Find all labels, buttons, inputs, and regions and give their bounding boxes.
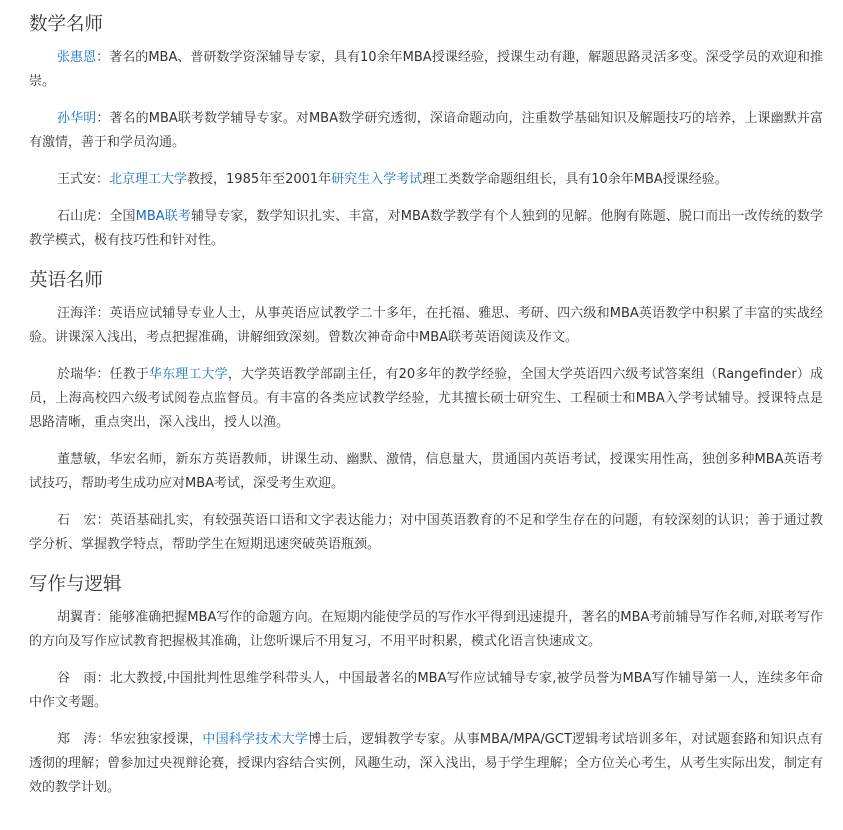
inline-link[interactable]: MBA联考 [135, 209, 192, 224]
paragraph-text: 於瑞华：任教于 [57, 367, 149, 382]
paragraph-text: 谷 雨：北大教授,中国批判性思维学科带头人，中国最著名的MBA写作应试辅导专家,被学员誉为MBA写作辅导第一人，连续多年命中作文考题。 [29, 671, 823, 710]
teacher-paragraph [29, 302, 823, 350]
paragraph-list [29, 46, 823, 253]
teacher-paragraph [29, 205, 823, 253]
paragraph-text: 教授，1985年至2001年 [187, 172, 332, 187]
teacher-paragraph [29, 46, 823, 94]
teacher-paragraph [29, 606, 823, 654]
paragraph-text: 汪海洋：英语应试辅导专业人士，从事英语应试教学二十多年，在托福、雅思、考研、四六级和MBA英语教学中积累了丰富的实战经验。讲课深入浅出，考点把握准确，讲解细致深刻。曾数次神奇命中MBA联考英语阅读及作文。 [29, 306, 823, 345]
paragraph-list [29, 606, 823, 800]
paragraph-text: 辅导专家，数学知识扎实、丰富，对MBA数学教学有个人独到的见解。他胸有陈题、脱口而出一改传统的数学教学模式，极有技巧性和针对性。 [29, 209, 823, 248]
paragraph-text: 郑 涛：华宏独家授课， [57, 732, 203, 747]
section-title: 数学名师 [29, 14, 104, 35]
inline-link[interactable]: 张惠恩 [57, 50, 97, 65]
teacher-paragraph [29, 168, 823, 192]
paragraph-text: 董慧敏，华宏名师，新东方英语教师，讲课生动、幽默、激情，信息量大，贯通国内英语考试，授课实用性高，独创多种MBA英语考试技巧，帮助考生成功应对MBA考试，深受考生欢迎。 [29, 452, 823, 491]
section-writing-logic [29, 570, 823, 800]
teacher-paragraph [29, 107, 823, 155]
teacher-paragraph [29, 667, 823, 715]
inline-link[interactable]: 华东理工大学 [148, 367, 228, 382]
paragraph-text: ：著名的MBA联考数学辅导专家。对MBA数学研究透彻，深谙命题动向，注重数学基础知识及解题技巧的培养，上课幽默并富有激情，善于和学员沟通。 [29, 111, 823, 150]
paragraph-text: 理工类数学命题组组长，具有10余年MBA授课经验。 [422, 172, 728, 187]
inline-link[interactable]: 北京理工大学 [109, 172, 188, 187]
paragraph-text: ：著名的MBA、普研数学资深辅导专家，具有10余年MBA授课经验，授课生动有趣，解题思路灵活多变。深受学员的欢迎和推崇。 [29, 50, 823, 89]
inline-link[interactable]: 孙华明 [57, 111, 97, 126]
teacher-paragraph [29, 728, 823, 800]
teacher-paragraph [29, 509, 823, 557]
section-english [29, 266, 823, 557]
teacher-paragraph [29, 448, 823, 496]
section-title: 英语名师 [29, 270, 104, 291]
section-title: 写作与逻辑 [29, 574, 122, 595]
inline-link[interactable]: 中国科学技术大学 [202, 732, 309, 747]
paragraph-text: 石 宏：英语基础扎实，有较强英语口语和文字表达能力；对中国英语教育的不足和学生存在的问题，有较深刻的认识；善于通过教学分析、掌握教学特点，帮助学生在短期迅速突破英语瓶颈。 [29, 513, 823, 552]
paragraph-text: 石山虎：全国 [57, 209, 136, 224]
section-math [29, 10, 823, 253]
paragraph-text: 王式安： [57, 172, 110, 187]
paragraph-list [29, 302, 823, 557]
inline-link[interactable]: 研究生入学考试 [331, 172, 423, 187]
paragraph-text: 胡翼青：能够准确把握MBA写作的命题方向。在短期内能使学员的写作水平得到迅速提升，著名的MBA考前辅导写作名师,对联考写作的方向及写作应试教育把握极其准确，让您听课后不用复习，不用平时积累，模式化语言快速成文。 [29, 610, 823, 649]
teacher-paragraph [29, 363, 823, 435]
paragraph-text: 博士后，逻辑教学专家。从事MBA/MPA/GCT逻辑考试培训多年，对试题套路和知识点有透彻的理解；曾参加过央视辩论赛，授课内容结合实例，风趣生动，深入浅出，易于学生理解；全方位关心考生，从考生实际出发，制定有效的教学计划。 [29, 732, 823, 795]
paragraph-text: ，大学英语教学部副主任，有20多年的教学经验，全国大学英语四六级考试答案组（Rangefinder）成员，上海高校四六级考试阅卷点监督员。有丰富的各类应试教学经验，尤其擅长硕士研究生、工程硕士和MBA入学考试辅导。授课特点是思路清晰，重点突出，深入浅出，授人以渔。 [29, 367, 823, 430]
